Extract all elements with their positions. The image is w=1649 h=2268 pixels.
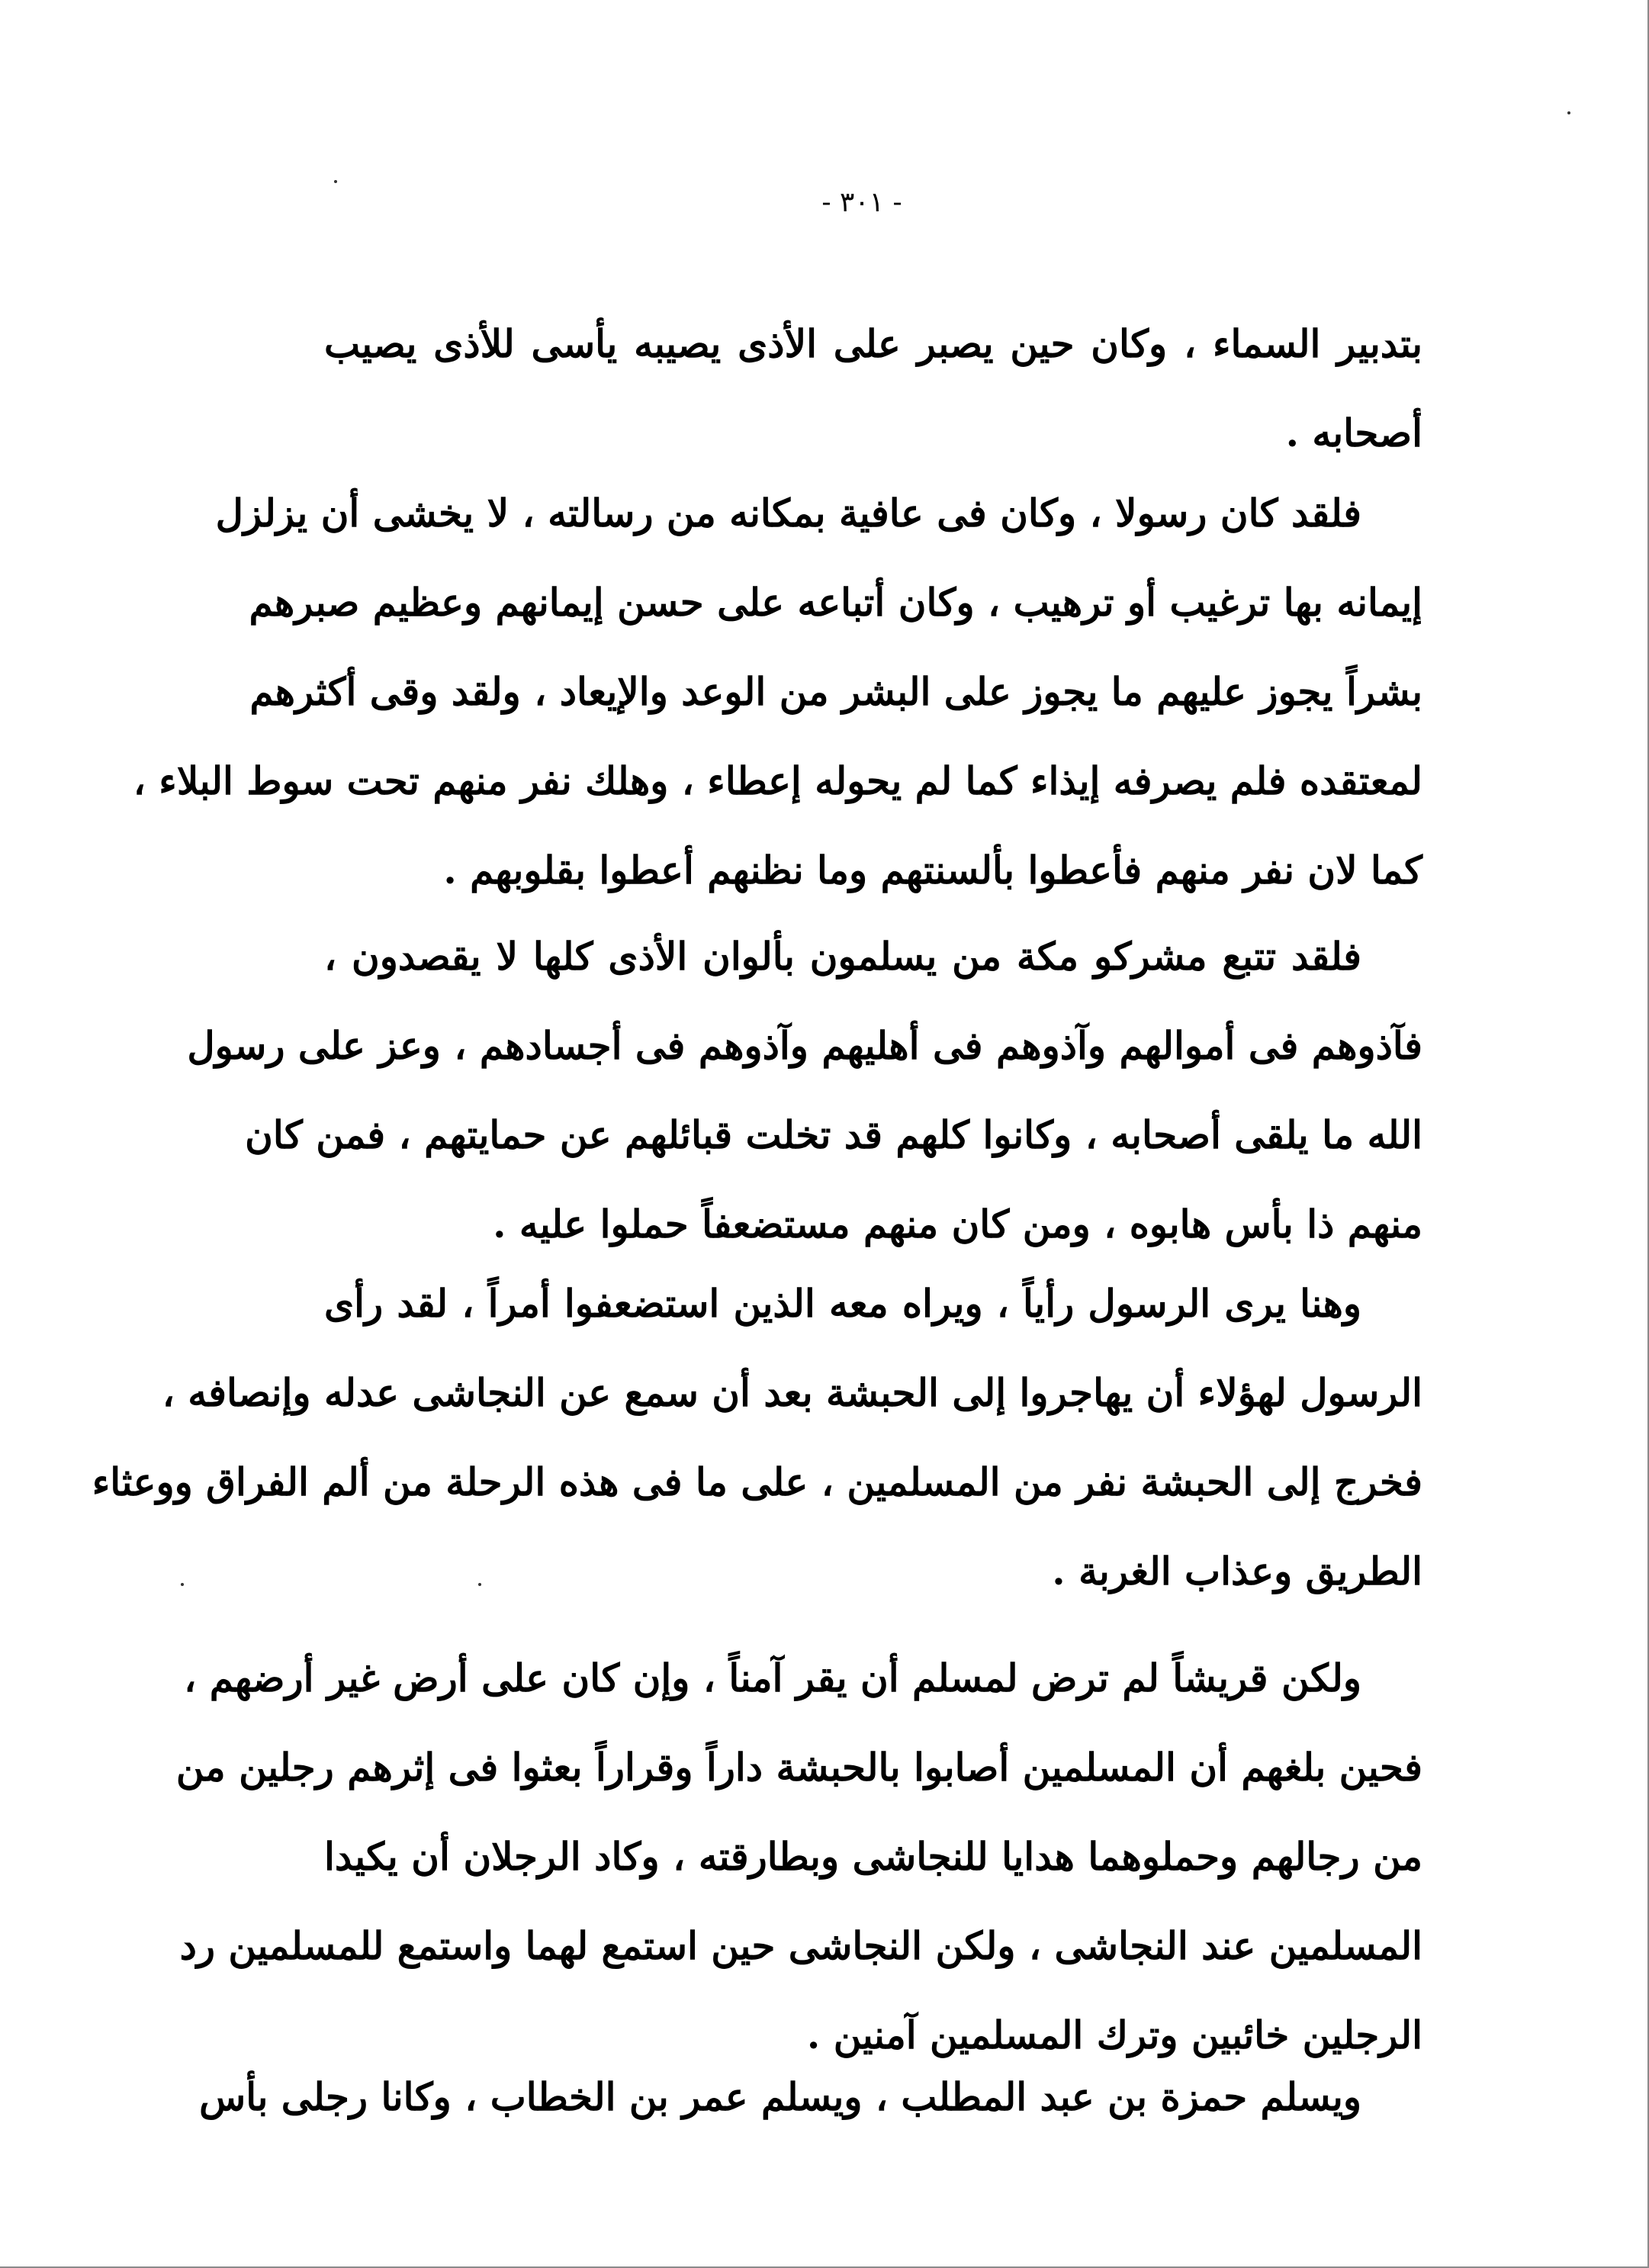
text-line: الرسول لهؤلاء أن يهاجروا إلى الحبشة بعد أن سمع عن النجاشى عدله وإنصافه ، [162, 1370, 1422, 1415]
scan-speck [334, 180, 337, 183]
scan-speck [1567, 111, 1570, 114]
text-line: كما لان نفر منهم فأعطوا بألسنتهم وما نظنهم أعطوا بقلوبهم . [443, 848, 1422, 893]
paragraph-1 [324, 299, 1422, 478]
text-line: إيمانه بها ترغيب أو ترهيب ، وكان أتباعه على حسن إيمانهم وعظيم صبرهم [249, 580, 1422, 625]
text-line: الله ما يلقى أصحابه ، وكانوا كلهم قد تخلت قبائلهم عن حمايتهم ، فمن كان [245, 1112, 1422, 1157]
page-number: - ٣٠١ - [821, 187, 902, 218]
text-line: المسلمين عند النجاشى ، ولكن النجاشى حين استمع لهما واستمع للمسلمين رد [179, 1923, 1422, 1968]
paragraph-3 [187, 912, 1422, 1269]
text-line: ويسلم حمزة بن عبد المطلب ، ويسلم عمر بن الخطاب ، وكانا رجلى بأس [199, 2074, 1361, 2119]
paragraph-5 [175, 1633, 1422, 2080]
paragraph-6 [199, 2052, 1422, 2141]
text-line: فآذوهم فى أموالهم وآذوهم فى أهليهم وآذوهم فى أجسادهم ، وعز على رسول [187, 1023, 1422, 1068]
text-line: وهنا يرى الرسول رأياً ، ويراه معه الذين استضعفوا أمراً ، لقد رأى [324, 1281, 1361, 1326]
text-line: من رجالهم وحملوهما هدايا للنجاشى وبطارقته ، وكاد الرجلان أن يكيدا [324, 1834, 1422, 1879]
text-line: فلقد تتبع مشركو مكة من يسلمون بألوان الأذى كلها لا يقصدون ، [324, 934, 1361, 979]
text-line: منهم ذا بأس هابوه ، ومن كان منهم مستضعفاً حملوا عليه . [493, 1202, 1422, 1247]
text-line: ولكن قريشاً لم ترض لمسلم أن يقر آمناً ، وإن كان على أرض غير أرضهم ، [184, 1655, 1361, 1700]
text-line: بتدبير السماء ، وكان حين يصبر على الأذى يصيبه يأسى للأذى يصيب [324, 321, 1422, 366]
paragraph-4 [92, 1259, 1422, 1616]
paragraph-2 [133, 468, 1422, 915]
text-line: أصحابه . [1285, 410, 1422, 455]
text-line: لمعتقده فلم يصرفه إيذاء كما لم يحوله إعطاء ، وهلك نفر منهم تحت سوط البلاء ، [133, 758, 1422, 803]
scan-speck [181, 1583, 184, 1586]
text-line: فلقد كان رسولا ، وكان فى عافية بمكانه من رسالته ، لا يخشى أن يزلزل [215, 491, 1361, 536]
text-line: فخرج إلى الحبشة نفر من المسلمين ، على ما فى هذه الرحلة من ألم الفراق ووعثاء [92, 1459, 1422, 1504]
text-line: فحين بلغهم أن المسلمين أصابوا بالحبشة داراً وقراراً بعثوا فى إثرهم رجلين من [175, 1745, 1422, 1790]
text-line: الرجلين خائبين وترك المسلمين آمنين . [806, 2012, 1422, 2057]
text-line: بشراً يجوز عليهم ما يجوز على البشر من الوعد والإيعاد ، ولقد وقى أكثرهم [249, 669, 1422, 714]
text-line: الطريق وعذاب الغربة . [1052, 1549, 1422, 1594]
